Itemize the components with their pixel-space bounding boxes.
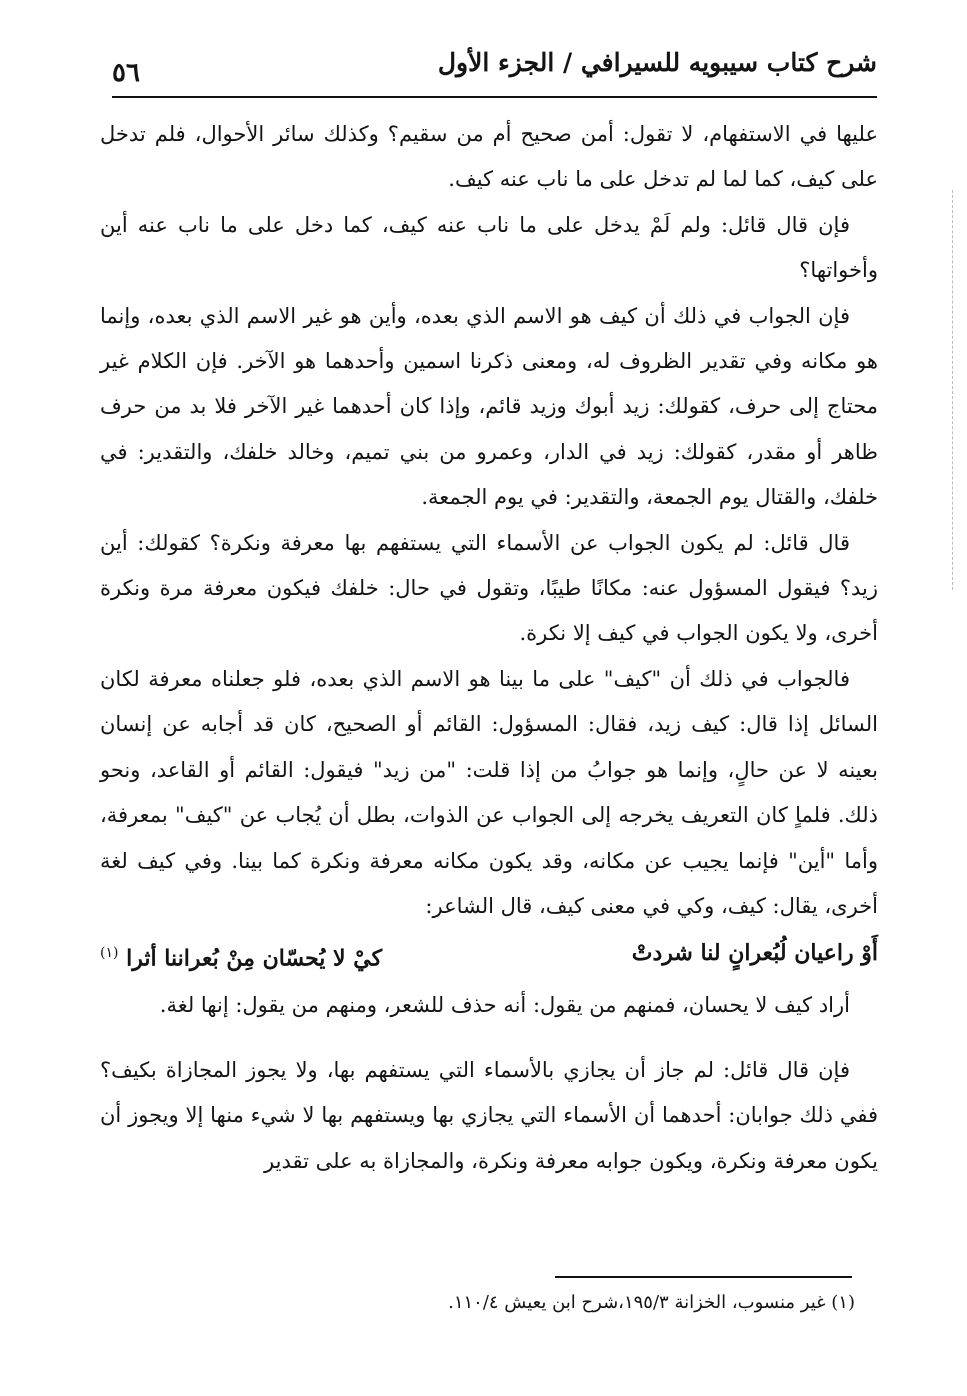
- paragraph: قال قائل: لم يكون الجواب عن الأسماء التي يستفهم بها معرفة ونكرة؟ كقولك: أين زيد؟ فيقول المسؤول عنه: مكانًا طيبًا، وتقول في حال: خلفك فيكون معرفة مرة ونكرة أخرى، ولا يكون الجواب في كيف إلا نكرة.: [100, 530, 878, 646]
- spacer: [100, 1028, 878, 1048]
- header-divider: [112, 96, 877, 98]
- main-text: [100, 112, 878, 1184]
- page-header: [112, 40, 877, 98]
- verse-second-hemistich: كيْ لا يُحسّان مِنْ بُعراننا أثرا: [126, 945, 383, 972]
- paragraph: أراد كيف لا يحسان، فمنهم من يقول: أنه حذف للشعر، ومنهم من يقول: إنها لغة.: [159, 992, 850, 1017]
- paragraph: عليها في الاستفهام، لا تقول: أمن صحيح أم من سقيم؟ وكذلك سائر الأحوال، فلم تدخل على كيف، كما لما لم تدخل على ما ناب عنه كيف.: [100, 122, 878, 192]
- paragraph: فالجواب في ذلك أن "كيف" على ما بينا هو الاسم الذي بعده، فلو جعلناه معرفة لكان السائل إذا قال: كيف زيد، فقال: المسؤول: القائم أو الصحيح، كان قد أجابه عن إنسان بعينه لا عن حالٍ، وإنما هو جوابُ من إذا قلت: "من زيد" فيقول: القائم أو القاعد، ونحو ذلك. فلماٍ كان التعريف يخرجه إلى الجواب عن الذوات، بطل أن يُجاب عن "كيف" بمعرفة، وأما "أين" فإنما يجيب عن مكانه، وقد يكون مكانه معرفة ونكرة كما بينا. وفي كيف لغة أخرى، يقال: كيف، وكي في معنى كيف، قال الشاعر:: [100, 666, 878, 918]
- page-number: ٥٦: [112, 58, 140, 88]
- paragraph: فإن قال قائل: لم جاز أن يجازي بالأسماء التي يستفهم بها، ولا يجوز المجازاة بكيف؟ ففي ذلك جوابان: أحدهما أن الأسماء التي يجازي بها ويستفهم بها لا شيء منها إلا ويجوز أن يكون معرفة ونكرة، ويكون جوابه معرفة ونكرة، والمجازاة به على تقدير: [100, 1058, 878, 1173]
- footnote: (١) غير منسوب، الخزانة ١٩٥/٣،شرح ابن يعيش ١١٠/٤.: [448, 1292, 855, 1313]
- poetry-verse: [100, 929, 878, 982]
- scan-margin-line: [951, 190, 953, 590]
- paragraph: فإن قال قائل: ولم لَمْ يدخل على ما ناب عنه كيف، كما دخل على ما ناب عنه أين وأخواتها؟: [100, 212, 878, 283]
- running-title: شرح كتاب سيبويه للسيرافي / الجزء الأول: [437, 48, 877, 77]
- footnote-divider: [555, 1276, 852, 1278]
- footnote-reference: (١): [100, 945, 119, 962]
- verse-second-hemistich-wrap: [100, 929, 382, 982]
- paragraph: فإن الجواب في ذلك أن كيف هو الاسم الذي بعده، وأين هو غير الاسم الذي بعده، وإنما هو مكانه وفي تقدير الظروف له، ومعنى ذكرنا اسمين وأحدهما هو الآخر. فإن الكلام غير محتاج إلى حرف، كقولك: زيد أبوك وزيد قائم، وإذا كان أحدهما غير الآخر فلا بد من حرف ظاهر أو مقدر، كقولك: زيد في الدار، وعمرو من بني تميم، وخالد خلفك، والتقدير: في خلفك، والقتال يوم الجمعة، والتقدير: في يوم الجمعة.: [100, 303, 878, 510]
- verse-first-hemistich: أَوْ راعيان لُبُعرانٍ لنا شردتْ: [631, 940, 878, 967]
